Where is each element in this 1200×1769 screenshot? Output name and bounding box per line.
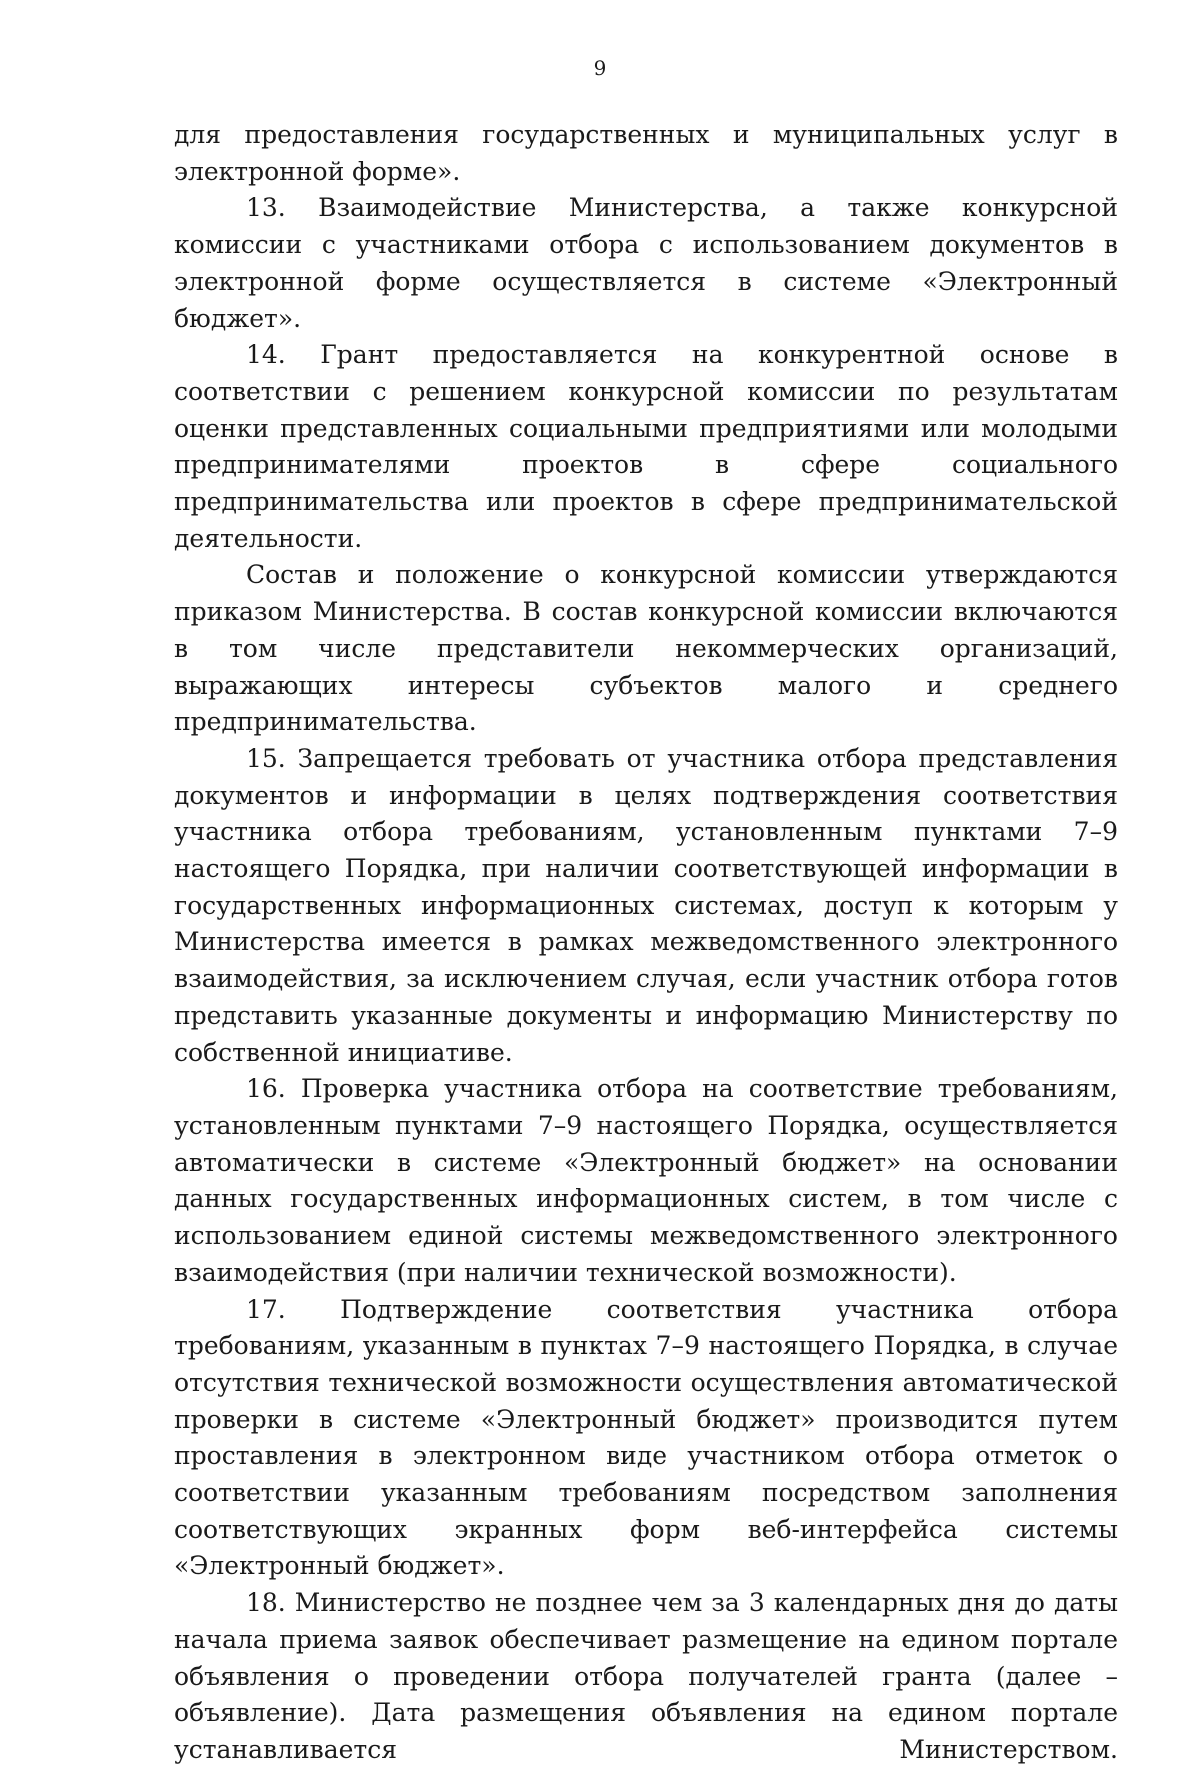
- paragraph-commission-composition: Состав и положение о конкурсной комиссии утверждаются приказом Министерства. В состав конкурсной комиссии включаются в том числе представители некоммерческих организаций, выражающих интересы субъектов малого и среднего предпринимательства.: [174, 560, 1118, 737]
- paragraph-continuation: для предоставления государственных и муниципальных услуг в электронной форме».: [174, 120, 1118, 186]
- document-body: [174, 117, 1118, 1769]
- paragraph-item-13: 13. Взаимодействие Министерства, а также конкурсной комиссии с участниками отбора с использованием документов в электронной форме осуществляется в системе «Электронный бюджет».: [174, 193, 1118, 333]
- paragraph-item-14: 14. Грант предоставляется на конкурентной основе в соответствии с решением конкурсной комиссии по результатам оценки представленных социальными предприятиями или молодыми предпринимателями проектов в сфере социального предпринимательства или проектов в сфере предпринимательской деятельности.: [174, 340, 1118, 553]
- paragraph-item-16: 16. Проверка участника отбора на соответствие требованиям, установленным пунктами 7–9 настоящего Порядка, осуществляется автоматически в системе «Электронный бюджет» на основании данных государственных информационных систем, в том числе с использованием единой системы межведомственного электронного взаимодействия (при наличии технической возможности).: [174, 1074, 1118, 1287]
- paragraph-item-17: 17. Подтверждение соответствия участника отбора требованиям, указанным в пунктах 7–9 настоящего Порядка, в случае отсутствия технической возможности осуществления автоматической проверки в системе «Электронный бюджет» производится путем проставления в электронном виде участником отбора отметок о соответствии указанным требованиям посредством заполнения соответствующих экранных форм веб-интерфейса системы «Электронный бюджет».: [174, 1294, 1118, 1581]
- paragraph-item-18: 18. Министерство не позднее чем за 3 календарных дня до даты начала приема заявок обеспечивает размещение на едином портале объявления о проведении отбора получателей гранта (далее – объявление). Дата размещения объявления на едином портале устанавливается Министерством.: [174, 1588, 1118, 1764]
- paragraph-item-15: 15. Запрещается требовать от участника отбора представления документов и информации в целях подтверждения соответствия участника отбора требованиям, установленным пунктами 7–9 настоящего Порядка, при наличии соответствующей информации в государственных информационных системах, доступ к которым у Министерства имеется в рамках межведомственного электронного взаимодействия, за исключением случая, если участник отбора готов представить указанные документы и информацию Министерству по собственной инициативе.: [174, 743, 1118, 1067]
- page-number: 9: [593, 56, 607, 80]
